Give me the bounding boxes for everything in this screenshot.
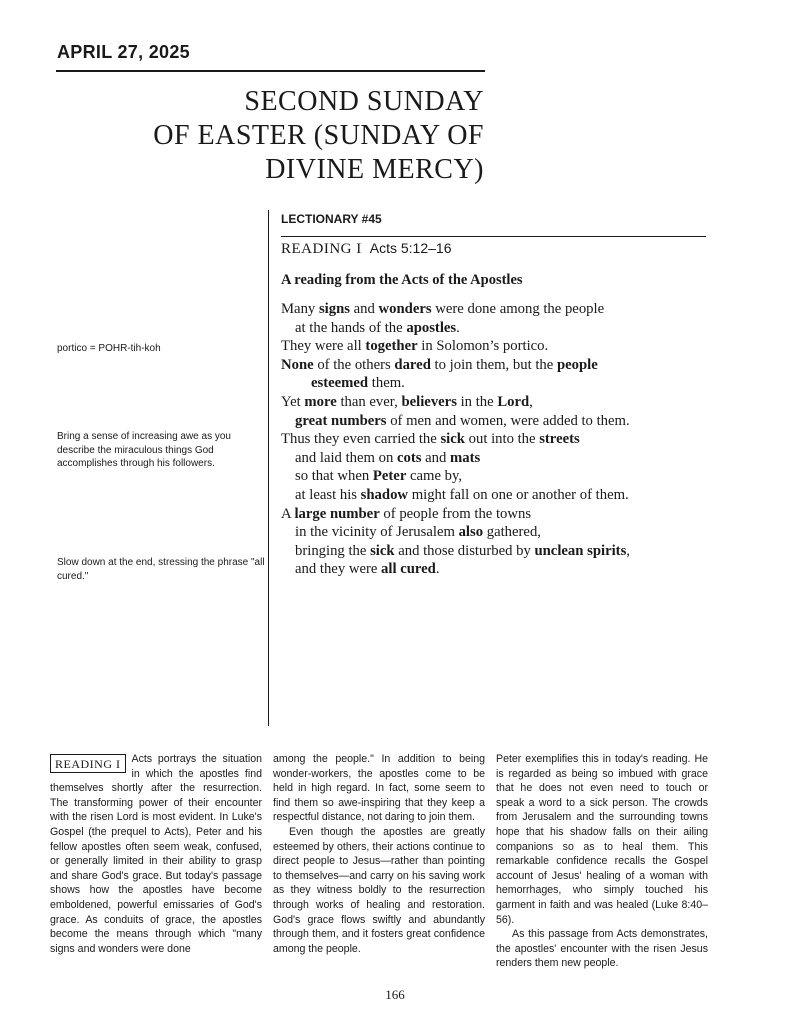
- commentary-paragraph: Peter exemplifies this in today's reading. He is regarded as being so imbued with grace that he does not even need to touch or speak a word to a sick person. The crowds from Jerusalem and the surrounding towns hope that his shadow falls on their ailing companions so as to heal them. This remarkable confidence recalls the Gospel account of Jesus' healing of a woman with hemorrhages, who simply touched his garment in faith and was healed (Luke 8:40–56).: [496, 753, 708, 926]
- reading-label: READING I: [281, 241, 362, 257]
- reading-line: Many signs and wonders were done among the people: [281, 301, 605, 317]
- page-title: [153, 85, 484, 187]
- title-line-2: OF EASTER (SUNDAY OF: [153, 120, 484, 151]
- reading-line: None of the others dared to join them, but the people: [281, 356, 598, 373]
- reading-line: esteemed them.: [311, 375, 405, 392]
- commentary-paragraph: Even though the apostles are greatly esteemed by others, their actions continue to direct people to Jesus—rather than pointing to themselves—and carry on his saving work as they witness boldly to the resurrection through works of healing and restoration. God's grace flows swiftly and abundantly through them, and it fosters great confidence among the people.: [273, 825, 485, 955]
- reading-line: Thus they even carried the sick out into the streets: [281, 431, 580, 448]
- reading-line: great numbers of men and women, were added to them.: [295, 412, 630, 429]
- reading-line: so that when Peter came by,: [295, 468, 463, 485]
- reading-line: Yet more than ever, believers in the Lord,: [281, 393, 533, 410]
- reading-line: They were all together in Solomon’s portico.: [281, 338, 549, 355]
- lectionary-number: LECTIONARY #45: [281, 212, 382, 226]
- reading-line: at the hands of the apostles.: [295, 319, 460, 336]
- page-number: 166: [385, 987, 405, 1002]
- reading-line: bringing the sick and those disturbed by unclean spirits,: [295, 542, 630, 559]
- reading-line: in the vicinity of Jerusalem also gathered,: [295, 524, 541, 541]
- reading-citation: Acts 5:12–16: [369, 240, 452, 256]
- commentary-column-1: [50, 752, 262, 956]
- commentary-label: READING I: [50, 754, 126, 773]
- reading-text: [281, 300, 711, 579]
- reading-heading: [281, 240, 451, 258]
- reading-rule: [281, 236, 706, 237]
- commentary-paragraph: among the people." In addition to being wonder-workers, the apostles come to be held in high regard. In fact, some seem to find them so awe-inspiring that they keep a respectful distance, not daring to join them.: [273, 753, 485, 824]
- delivery-note-awe: Bring a sense of increasing awe as you describe the miraculous things God accomplishes through his followers.: [57, 431, 231, 469]
- header-rule: [56, 70, 485, 72]
- reading-line: A large number of people from the towns: [281, 505, 532, 522]
- commentary-text: Acts portrays the situation in which the apostles find themselves shortly after the resurrection. The transforming power of their encounter with the risen Lord is most evident. In Luke's Gospel (the prequel to Acts), Peter and his fellow apostles often seem weak, confused, or generally limited in their ability to grasp and share God's grace. But today's passage shows how the apostles have become emboldened, powerful emissaries of God's grace. As conduits of grace, the apostles become the means through which "many signs and wonders were done: [50, 753, 262, 955]
- column-divider: [268, 210, 269, 726]
- commentary-column-2: [273, 752, 485, 956]
- commentary-column-3: [496, 752, 708, 971]
- reading-line: at least his shadow might fall on one or another of them.: [295, 486, 629, 503]
- pronunciation-note: portico = POHR-tih-koh: [57, 343, 161, 354]
- reading-intro: A reading from the Acts of the Apostles: [281, 272, 523, 288]
- title-line-3: DIVINE MERCY): [265, 154, 484, 185]
- reading-line: and they were all cured.: [295, 561, 440, 578]
- commentary-paragraph: As this passage from Acts demonstrates, the apostles' encounter with the risen Jesus renders them new people.: [496, 928, 708, 970]
- delivery-note-slow: Slow down at the end, stressing the phrase "all cured.": [57, 557, 265, 582]
- page-date: APRIL 27, 2025: [57, 42, 190, 62]
- title-line-1: SECOND SUNDAY: [244, 86, 484, 117]
- reading-line: and laid them on cots and mats: [295, 449, 481, 466]
